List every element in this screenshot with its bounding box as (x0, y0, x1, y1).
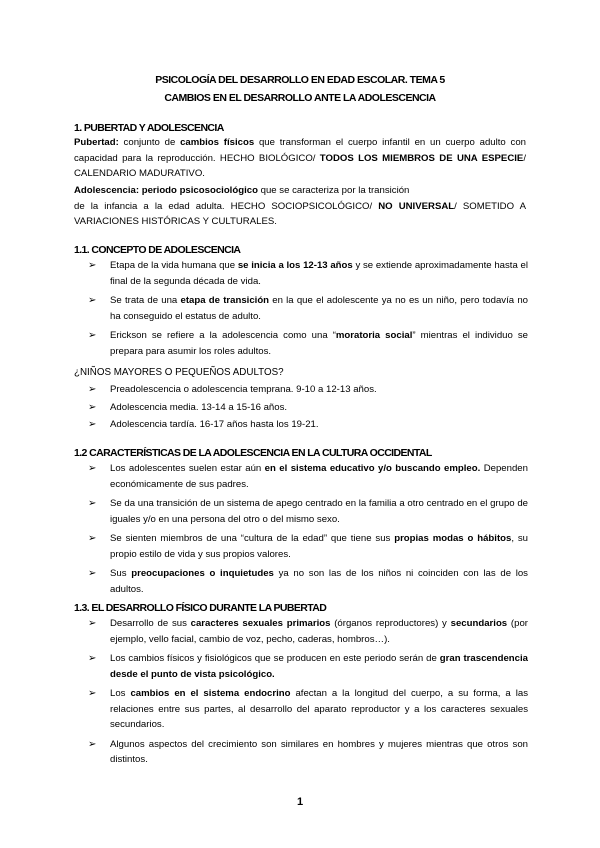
list-item: ➢ Adolescencia media. 13-14 a 15-16 años. (88, 400, 528, 416)
list-item: ➢ Preadolescencia o adolescencia temprana. 9-10 a 12-13 años. (88, 382, 528, 398)
arrow-bullet-icon: ➢ (88, 419, 97, 430)
etapas-bullet-list (88, 382, 528, 435)
list-item: ➢ Adolescencia tardía. 16-17 años hasta los 19-21. (88, 417, 528, 433)
term-pubertad: Pubertad: (74, 137, 119, 148)
list-item: ➢ Erickson se refiere a la adolescencia como una “moratoria social” mientras el individuo se prepara para asumir los roles adultos. (88, 330, 528, 357)
paragraph-pubertad: Pubertad: conjunto de cambios físicos que transforman el cuerpo infantil en un cuerpo adulto con capacidad para la reproducción. HECHO BIOLÓGICO/ TODOS LOS MIEMBROS DE UNA ESPECIE/ CALENDARIO MADURATIVO. (74, 137, 527, 179)
list-item: ➢ Se da una transición de un sistema de apego centrado en la familia a otro centrado en el grupo de iguales y/o en una persona del otro o del mismo sexo. (88, 498, 528, 525)
section-heading-pubertad-adolescencia: 1. PUBERTAD Y ADOLESCENCIA (74, 122, 224, 134)
arrow-bullet-icon: ➢ (88, 463, 97, 474)
arrow-bullet-icon: ➢ (88, 401, 97, 413)
arrow-bullet-icon: ➢ (88, 330, 97, 341)
desarrollo-fisico-bullet-list (88, 616, 528, 772)
arrow-bullet-icon: ➢ (88, 568, 97, 579)
document-title-line-2: CAMBIOS EN EL DESARROLLO ANTE LA ADOLESCENCIA (164, 92, 436, 104)
page-number: 1 (296, 796, 304, 808)
arrow-bullet-icon: ➢ (88, 653, 97, 664)
arrow-bullet-icon: ➢ (88, 295, 97, 306)
arrow-bullet-icon: ➢ (88, 498, 97, 509)
section-heading-desarrollo-fisico: 1.3. EL DESARROLLO FÍSICO DURANTE LA PUBERTAD (74, 602, 327, 614)
concepto-bullet-list (88, 258, 528, 363)
term-adolescencia: Adolescencia: (74, 185, 140, 196)
list-item: ➢ Los cambios en el sistema endocrino afectan a la longitud del cuerpo, a su forma, a las relaciones entre sus partes, al desarrollo del aparato reproductor y a los caracteres sexuales secundarios. (88, 688, 528, 730)
arrow-bullet-icon: ➢ (88, 618, 97, 629)
list-item: ➢ Se trata de una etapa de transición en la que el adolescente ya no es un niño, pero todavía no ha conseguido el estatus de adulto. (88, 295, 528, 322)
list-item: ➢ Sus preocupaciones o inquietudes ya no son las de los niños ni coinciden con las de los adultos. (88, 568, 528, 595)
list-item: ➢ Desarrollo de sus caracteres sexuales primarios (órganos reproductores) y secundarios (por ejemplo, vello facial, cambio de voz, pecho, caderas, hombros…). (88, 618, 528, 645)
arrow-bullet-icon: ➢ (88, 260, 97, 271)
list-item: ➢ Los adolescentes suelen estar aún en el sistema educativo y/o buscando empleo. Dependen económicamente de sus padres. (88, 463, 528, 490)
section-heading-concepto-adolescencia: 1.1. CONCEPTO DE ADOLESCENCIA (74, 244, 241, 256)
list-item: ➢ Etapa de la vida humana que se inicia a los 12-13 años y se extiende aproximadamente hasta el final de la segunda década de vida. (88, 260, 528, 287)
caracteristicas-bullet-list (88, 461, 528, 601)
arrow-bullet-icon: ➢ (88, 384, 97, 395)
arrow-bullet-icon: ➢ (88, 533, 97, 544)
list-item: ➢ Algunos aspectos del crecimiento son similares en hombres y mujeres mientras que otros son distintos. (88, 738, 528, 765)
arrow-bullet-icon: ➢ (88, 688, 97, 699)
section-heading-ninos-mayores: ¿NIÑOS MAYORES O PEQUEÑOS ADULTOS? (74, 367, 284, 378)
section-heading-caracteristicas: 1.2 CARACTERÍSTICAS DE LA ADOLESCENCIA EN LA CULTURA OCCIDENTAL (74, 447, 432, 459)
list-item: ➢ Se sienten miembros de una “cultura de la edad” que tiene sus propias modas o hábitos, su propio estilo de vida y sus propios valores. (88, 533, 529, 560)
list-item: ➢ Los cambios físicos y fisiológicos que se producen en este periodo serán de gran trascendencia desde el punto de vista psicológico. (88, 653, 529, 680)
paragraph-adolescencia: Adolescencia: periodo psicosociológico que se caracteriza por la transición de la infancia a la edad adulta. HECHO SOCIOPSICOLÓGICO/ NO UNIVERSAL/ SOMETIDO A VARIACIONES HISTÓRICAS Y CULTURALES. (74, 185, 526, 227)
arrow-bullet-icon: ➢ (88, 738, 97, 750)
document-title-line-1: PSICOLOGÍA DEL DESARROLLO EN EDAD ESCOLAR. TEMA 5 (155, 74, 445, 86)
